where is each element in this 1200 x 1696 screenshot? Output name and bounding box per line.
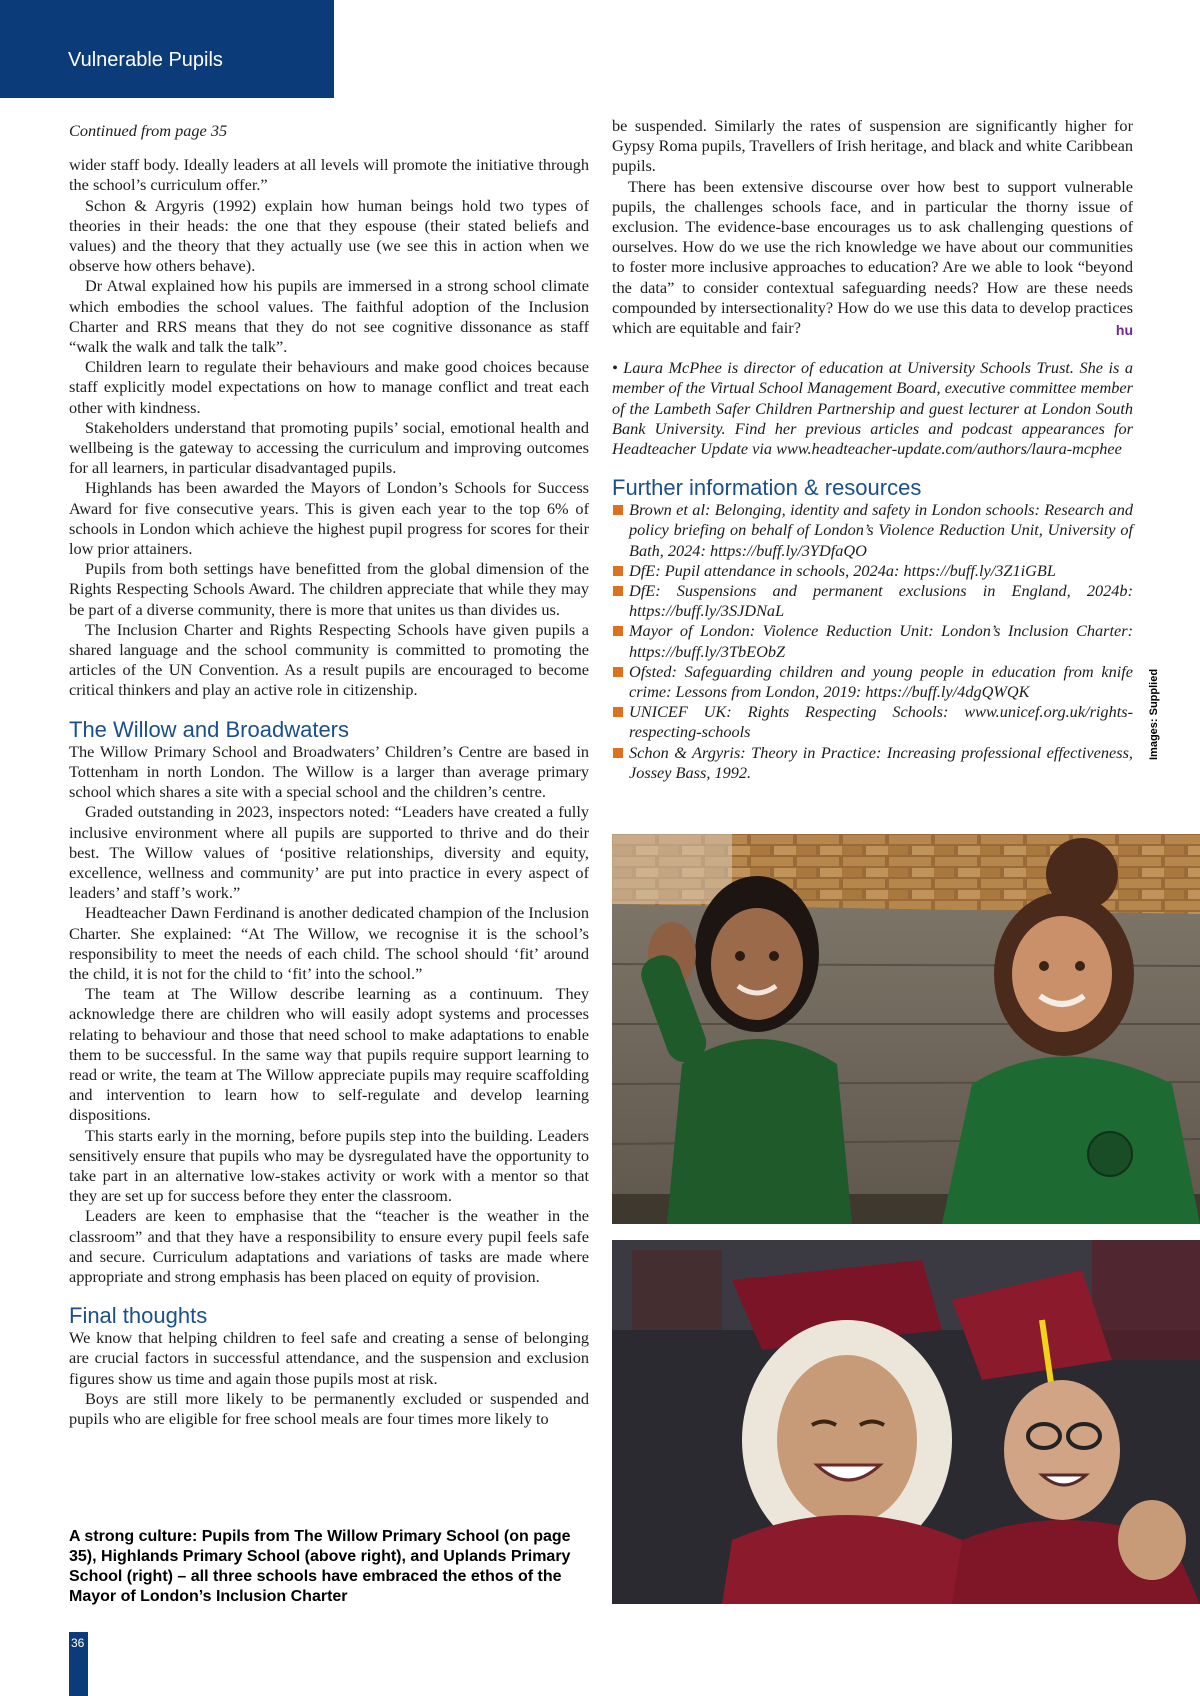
resource-item: DfE: Suspensions and permanent exclusions in England, 2024b: https://buff.ly/3SJDNaL	[612, 581, 1133, 621]
right-column	[612, 116, 1133, 783]
bullet-square-icon	[613, 566, 623, 576]
bullet-square-icon	[613, 707, 623, 717]
paragraph: Children learn to regulate their behaviours and make good choices because staff explicitly model expectations on how to manage conflict and treat each other with kindness.	[69, 357, 589, 417]
paragraph: We know that helping children to feel safe and creating a sense of belonging are crucial factors in successful attendance, and the suspension and exclusion figures show us time and again those pupils most at risk.	[69, 1328, 589, 1388]
section-title: Vulnerable Pupils	[68, 49, 223, 71]
paragraph: Dr Atwal explained how his pupils are immersed in a strong school climate which embodies the school values. The faithful adoption of the Inclusion Charter and RRS means that they do not see cognitive dissonance as staff “walk the walk and talk the talk”.	[69, 276, 589, 357]
resource-item: Schon & Argyris: Theory in Practice: Increasing professional effectiveness, Jossey Bass, 1992.	[612, 743, 1133, 783]
paragraph: The Willow Primary School and Broadwaters’ Children’s Centre are based in Tottenham in north London. The Willow is a larger than average primary school which shares a site with a special school and the children’s centre.	[69, 741, 589, 802]
paragraph: be suspended. Similarly the rates of suspension are significantly higher for Gypsy Roma pupils, Travellers of Irish heritage, and black and white Caribbean pupils.	[612, 116, 1133, 176]
image-credit: Images: Supplied	[1148, 668, 1160, 760]
paragraph: Highlands has been awarded the Mayors of London’s Schools for Success Award for five consecutive years. This is given each year to the top 6% of schools in London which achieve the highest pupil progress for scores for their low prior attainers.	[69, 478, 589, 559]
resources-heading: Further information & resources	[612, 475, 922, 501]
photo-caption: A strong culture: Pupils from The Willow Primary School (on page 35), Highlands Primary School (above right), and Uplands Primary School (right) – all three schools have embraced the ethos of the Mayor of London’s Inclusion Charter	[69, 1528, 571, 1605]
paragraph: Leaders are keen to emphasise that the “teacher is the weather in the classroom” and that they have a responsibility to ensure every pupil feels safe and secure. Curriculum adaptations and variations of tasks are made where appropriate and strong emphasis has been placed on equity of provision.	[69, 1206, 589, 1286]
left-column	[69, 121, 589, 1429]
resource-item: DfE: Pupil attendance in schools, 2024a: https://buff.ly/3Z1iGBL	[612, 561, 1133, 581]
photo-uplands-illustration	[612, 1240, 1200, 1604]
section-header-tab	[0, 0, 334, 98]
bullet-square-icon	[613, 667, 623, 677]
page-number: 36	[71, 1636, 85, 1650]
bullet-square-icon	[613, 626, 623, 636]
paragraph: Schon & Argyris (1992) explain how human beings hold two types of theories in their heads: the one that they espouse (their stated beliefs and values) and the theory that they actually use (we see this in action when we observe how others behave).	[69, 195, 589, 276]
paragraph: The Inclusion Charter and Rights Respecting Schools have given pupils a shared language and the school community is committed to promoting the articles of the UN Convention. As a result pupils are encouraged to become critical thinkers and play an active role in citizenship.	[69, 619, 589, 700]
photo-highlands-illustration	[612, 834, 1200, 1224]
paragraph: The team at The Willow describe learning as a continuum. They acknowledge there are children who will easily adopt systems and processes relating to behaviour and those that need school to make adaptations to enable them to be successful. In the same way that pupils require support learning to read or write, the team at The Willow appreciate pupils may require scaffolding and intervention to learn how to self-regulate and develop learning dispositions.	[69, 984, 589, 1125]
section-heading-willow: The Willow and Broadwaters	[69, 716, 350, 742]
resource-item: Brown et al: Belonging, identity and safety in London schools: Research and policy briefing on behalf of London’s Violence Reduction Unit, University of Bath, 2024: https://buff.ly/3YDfaQO	[612, 500, 1133, 561]
photo-highlands-pupils	[612, 834, 1200, 1224]
page-number-bar	[69, 1632, 88, 1696]
author-bio: • Laura McPhee is director of education at University Schools Trust. She is a member of the Virtual School Management Board, executive committee member of the Lambeth Safer Children Partnership and guest lecturer at London South Bank University. Find her previous articles and podcast appearances for Headteacher Update via www.headteacher-update.com/authors/laura-mcphee	[612, 358, 1133, 459]
bullet-square-icon	[613, 748, 623, 758]
paragraph: Headteacher Dawn Ferdinand is another dedicated champion of the Inclusion Charter. She explained: “At The Willow, we recognise it is the school’s responsibility to meet the needs of each child. The school should ‘fit’ around the child, it is not for the child to ‘fit’ into the school.”	[69, 903, 589, 983]
continued-note: Continued from page 35	[69, 121, 228, 140]
resource-item: UNICEF UK: Rights Respecting Schools: www.unicef.org.uk/rights-respecting-schools	[612, 702, 1133, 742]
paragraph: Pupils from both settings have benefitted from the global dimension of the Rights Respecting Schools Award. The children appreciate that while they may be part of a diverse community, there is more that unites us than divides us.	[69, 559, 589, 619]
end-mark-logo: hu	[1115, 322, 1133, 339]
resources-list	[612, 500, 1133, 783]
paragraph: This starts early in the morning, before pupils step into the building. Leaders sensitively ensure that pupils who may be dysregulated have the opportunity to take part in an alternative low-stakes activity or work with a mentor so that they are set up for success before they enter the classroom.	[69, 1125, 589, 1206]
photo-uplands-graduation	[612, 1240, 1200, 1604]
paragraph	[612, 177, 1133, 339]
bullet-square-icon	[613, 586, 623, 596]
resource-item: Mayor of London: Violence Reduction Unit: London’s Inclusion Charter: https://buff.ly/3TbEObZ	[612, 621, 1133, 661]
section-heading-final-thoughts: Final thoughts	[69, 1303, 208, 1329]
paragraph-text: There has been extensive discourse over how best to support vulnerable pupils, the challenges schools face, and in particular the thorny issue of exclusion. The evidence-base encourages us to ask challenging questions of ourselves. How do we use the rich knowledge we have about our communities to foster more inclusive approaches to education? Are we able to look “beyond the data” to consider contextual safeguarding needs? How are these needs compounded by intersectionality? How do we use this data to develop practices which are equitable and fair?	[612, 176, 1133, 338]
paragraph: wider staff body. Ideally leaders at all levels will promote the initiative through the school’s curriculum offer.”	[69, 155, 589, 195]
paragraph: Graded outstanding in 2023, inspectors noted: “Leaders have created a fully inclusive environment where all pupils are supported to thrive and do their best. The Willow values of ‘positive relationships, diversity and equity, excellence, wellness and community’ are put into practice in every aspect of leaders’ and staff’s work.”	[69, 802, 589, 903]
paragraph: Boys are still more likely to be permanently excluded or suspended and pupils who are eligible for free school meals are four times more likely to	[69, 1388, 589, 1428]
paragraph: Stakeholders understand that promoting pupils’ social, emotional health and wellbeing is the gateway to accessing the curriculum and improving outcomes for all learners, in particular disadvantaged pupils.	[69, 417, 589, 478]
resource-item: Ofsted: Safeguarding children and young people in education from knife crime: Lessons from London, 2019: https://buff.ly/4dgQWQK	[612, 662, 1133, 702]
bullet-square-icon	[613, 505, 623, 515]
